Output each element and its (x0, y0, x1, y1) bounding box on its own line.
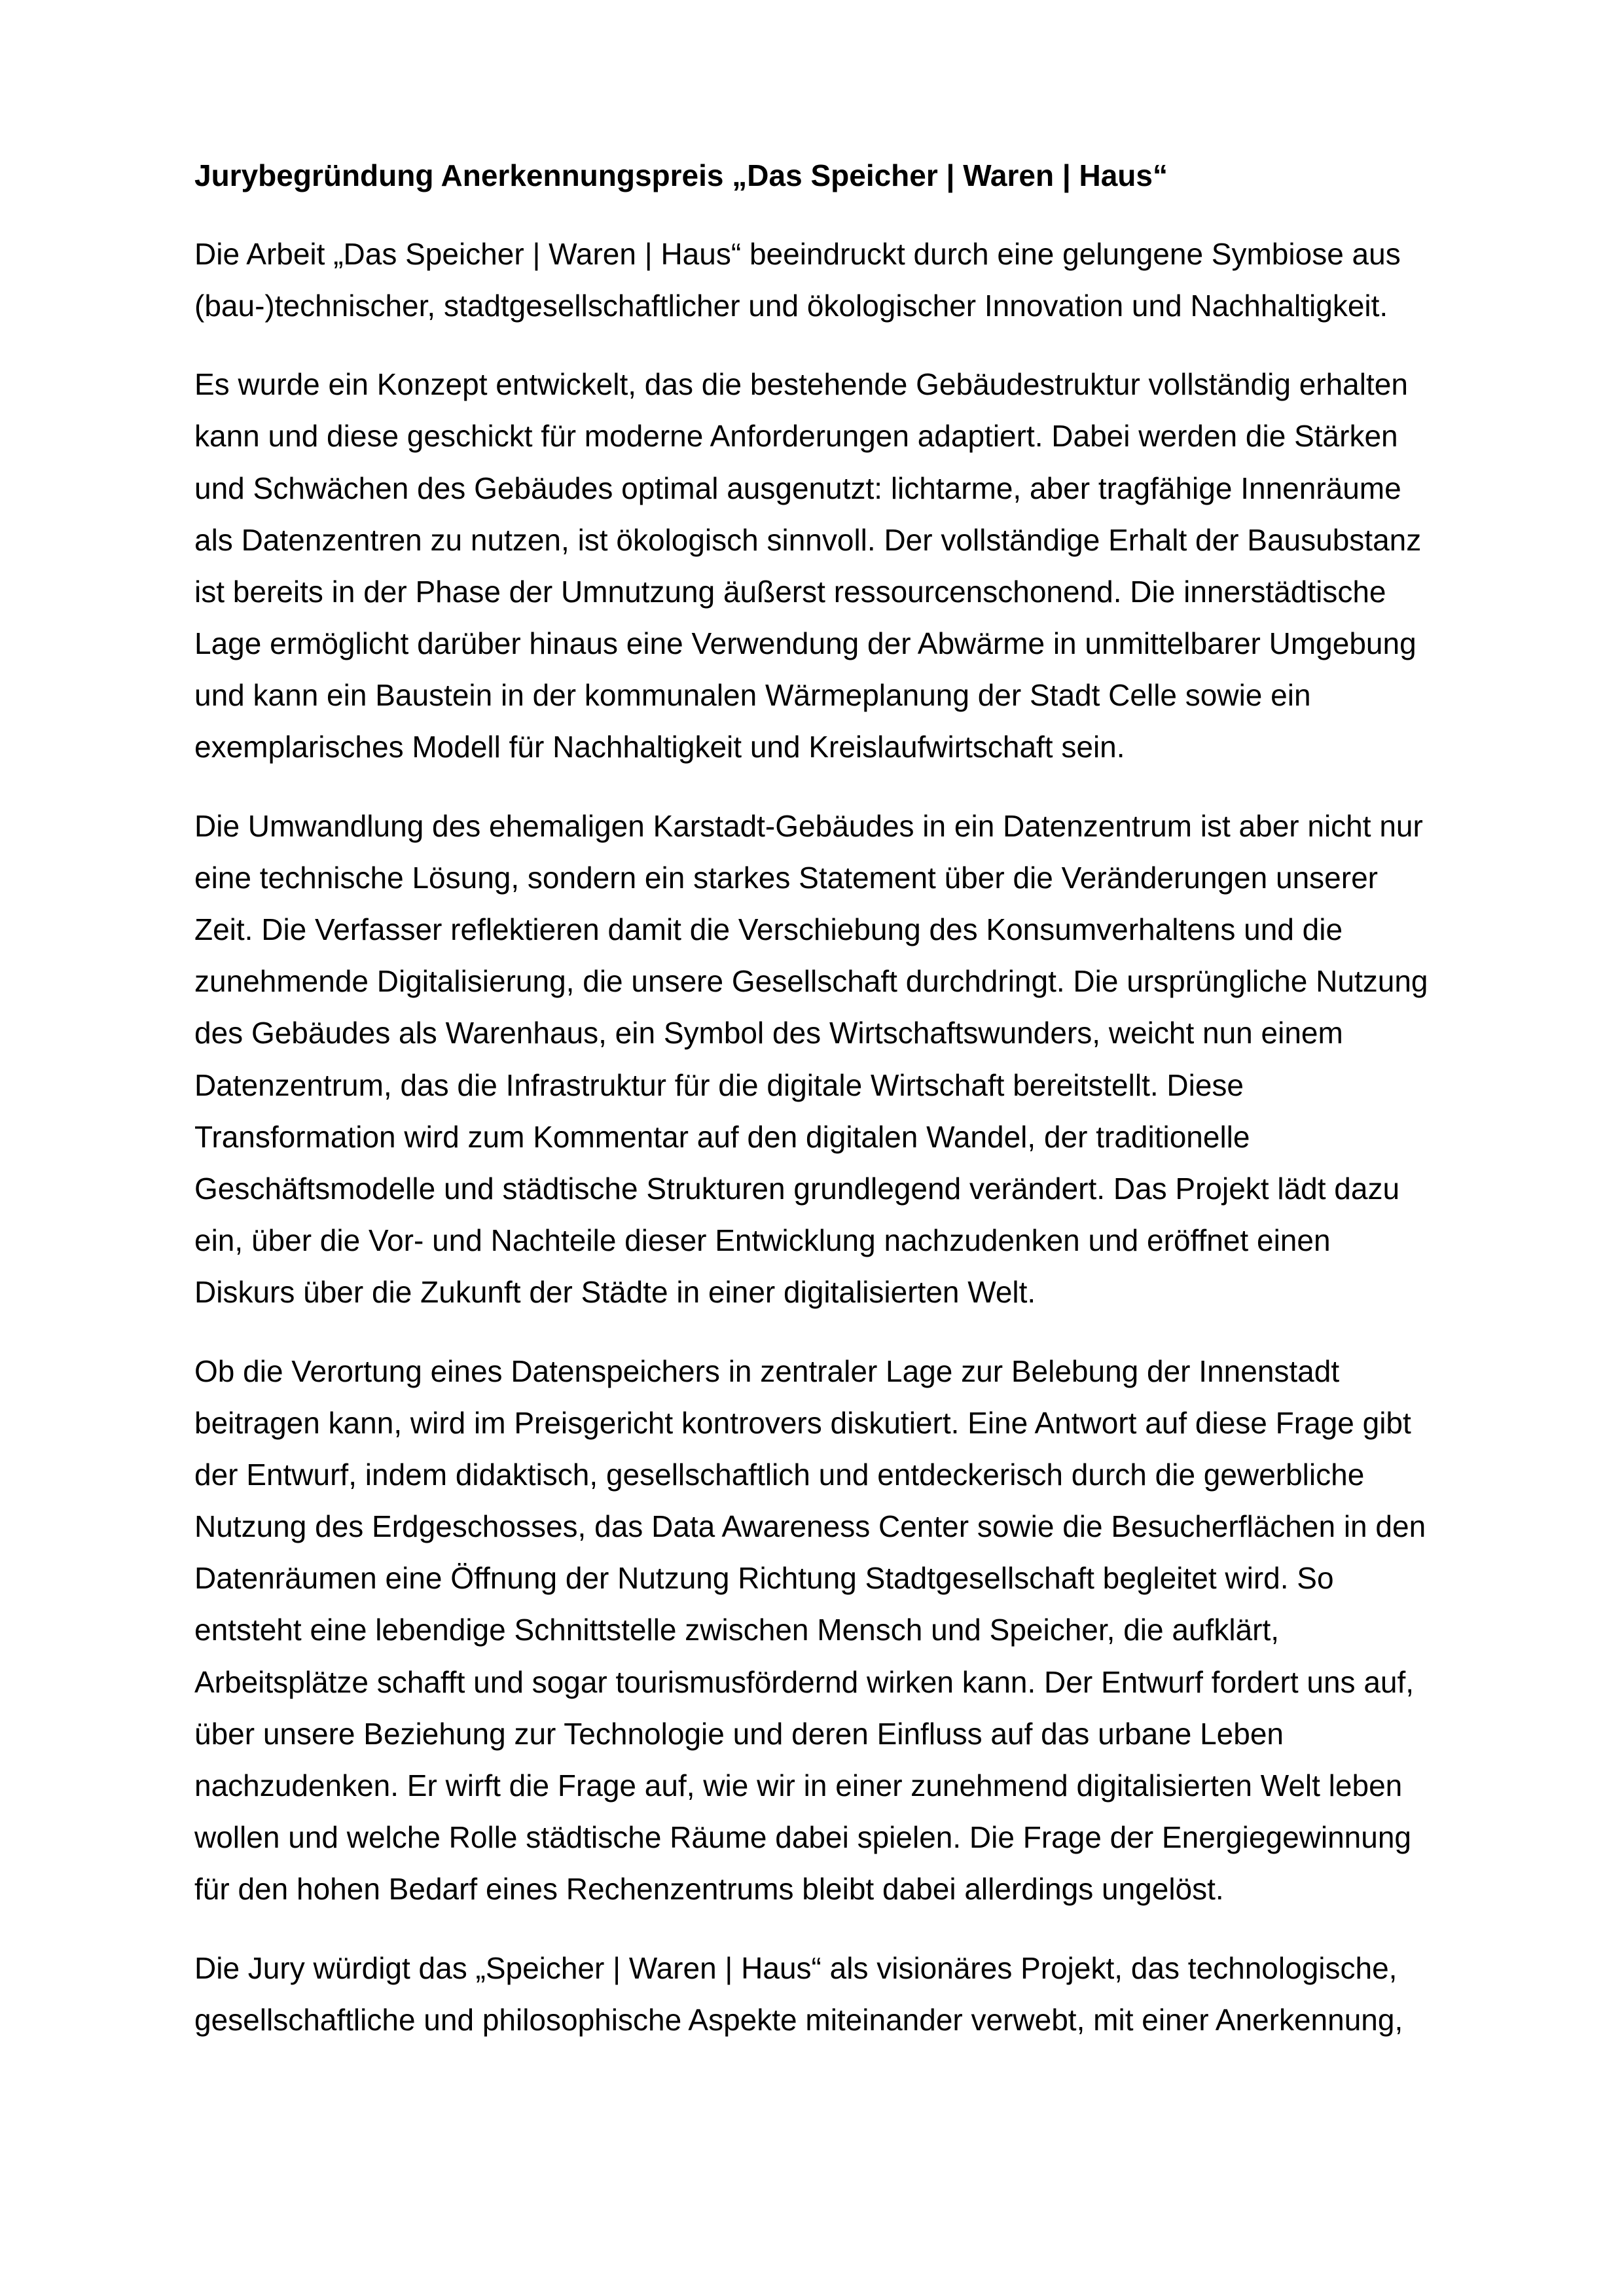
text-line: und Schwächen des Gebäudes optimal ausgenutzt: lichtarme, aber tragfähige Innenräume (194, 471, 1401, 505)
text-line: Lage ermöglicht darüber hinaus eine Verwendung der Abwärme in unmittelbarer Umgebung (194, 626, 1416, 661)
document-body (194, 150, 1477, 2073)
paragraph-intro (194, 228, 1477, 332)
paragraph-transformation (194, 800, 1477, 1319)
text-line: ein, über die Vor- und Nachteile dieser Entwicklung nachzudenken und eröffnet einen (194, 1223, 1331, 1258)
paragraph-concept (194, 359, 1477, 774)
text-line: exemplarisches Modell für Nachhaltigkeit und Kreislaufwirtschaft sein. (194, 730, 1125, 764)
document-title: Jurybegründung Anerkennungspreis „Das Speicher | Waren | Haus“ (194, 158, 1168, 192)
text-line: Arbeitsplätze schafft und sogar tourismusfördernd wirken kann. Der Entwurf fordert uns auf, (194, 1664, 1415, 1699)
text-line: beitragen kann, wird im Preisgericht kontrovers diskutiert. Eine Antwort auf diese Frage gibt (194, 1405, 1411, 1440)
text-line: für den hohen Bedarf eines Rechenzentrums bleibt dabei allerdings ungelöst. (194, 1872, 1224, 1907)
text-line: Die Arbeit „Das Speicher | Waren | Haus“ beeindruckt durch eine gelungene Symbiose aus (194, 236, 1401, 271)
text-line: wollen und welche Rolle städtische Räume dabei spielen. Die Frage der Energiegewinnung (194, 1820, 1412, 1855)
text-line: Die Umwandlung des ehemaligen Karstadt-Gebäudes in ein Datenzentrum ist aber nicht nur (194, 808, 1423, 843)
text-line: Nutzung des Erdgeschosses, das Data Awareness Center sowie die Besucherflächen in den (194, 1509, 1426, 1544)
text-line: als Datenzentren zu nutzen, ist ökologisch sinnvoll. Der vollständige Erhalt der Bausubstanz (194, 522, 1422, 557)
text-line: Diskurs über die Zukunft der Städte in einer digitalisierten Welt. (194, 1275, 1036, 1310)
text-line: des Gebäudes als Warenhaus, ein Symbol des Wirtschaftswunders, weicht nun einem (194, 1016, 1343, 1050)
text-line: der Entwurf, indem didaktisch, gesellschaftlich und entdeckerisch durch die gewerbliche (194, 1457, 1365, 1492)
text-line: Datenräumen eine Öffnung der Nutzung Richtung Stadtgesellschaft begleitet wird. So (194, 1561, 1334, 1596)
paragraph-conclusion (194, 1943, 1477, 2046)
text-line: nachzudenken. Er wirft die Frage auf, wie wir in einer zunehmend digitalisierten Welt leben (194, 1768, 1403, 1803)
text-line: entsteht eine lebendige Schnittstelle zwischen Mensch und Speicher, die aufklärt, (194, 1613, 1280, 1647)
text-line: gesellschaftliche und philosophische Aspekte miteinander verwebt, mit einer Anerkennung, (194, 2002, 1403, 2037)
text-line: über unsere Beziehung zur Technologie und deren Einfluss auf das urbane Leben (194, 1716, 1284, 1751)
text-line: Transformation wird zum Kommentar auf den digitalen Wandel, der traditionelle (194, 1119, 1250, 1154)
text-line: ist bereits in der Phase der Umnutzung äußerst ressourcenschonend. Die innerstädtische (194, 574, 1386, 609)
text-line: und kann ein Baustein in der kommunalen Wärmeplanung der Stadt Celle sowie ein (194, 678, 1311, 713)
text-line: eine technische Lösung, sondern ein starkes Statement über die Veränderungen unserer (194, 860, 1378, 895)
text-line: Zeit. Die Verfasser reflektieren damit die Verschiebung des Konsumverhaltens und die (194, 912, 1343, 947)
text-line: zunehmende Digitalisierung, die unsere Gesellschaft durchdringt. Die ursprüngliche Nutzung (194, 964, 1428, 999)
text-line: (bau-)technischer, stadtgesellschaftlicher und ökologischer Innovation und Nachhaltigkeit. (194, 288, 1388, 323)
text-line: kann und diese geschickt für moderne Anforderungen adaptiert. Dabei werden die Stärken (194, 419, 1398, 454)
text-line: Es wurde ein Konzept entwickelt, das die bestehende Gebäudestruktur vollständig erhalten (194, 367, 1408, 402)
text-line: Datenzentrum, das die Infrastruktur für die digitale Wirtschaft bereitstellt. Diese (194, 1067, 1244, 1102)
paragraph-discussion (194, 1346, 1477, 1916)
text-line: Die Jury würdigt das „Speicher | Waren | Haus“ als visionäres Projekt, das technologische, (194, 1950, 1398, 1985)
text-line: Ob die Verortung eines Datenspeichers in zentraler Lage zur Belebung der Innenstadt (194, 1354, 1340, 1388)
text-line: Geschäftsmodelle und städtische Strukturen grundlegend verändert. Das Projekt lädt dazu (194, 1171, 1400, 1206)
